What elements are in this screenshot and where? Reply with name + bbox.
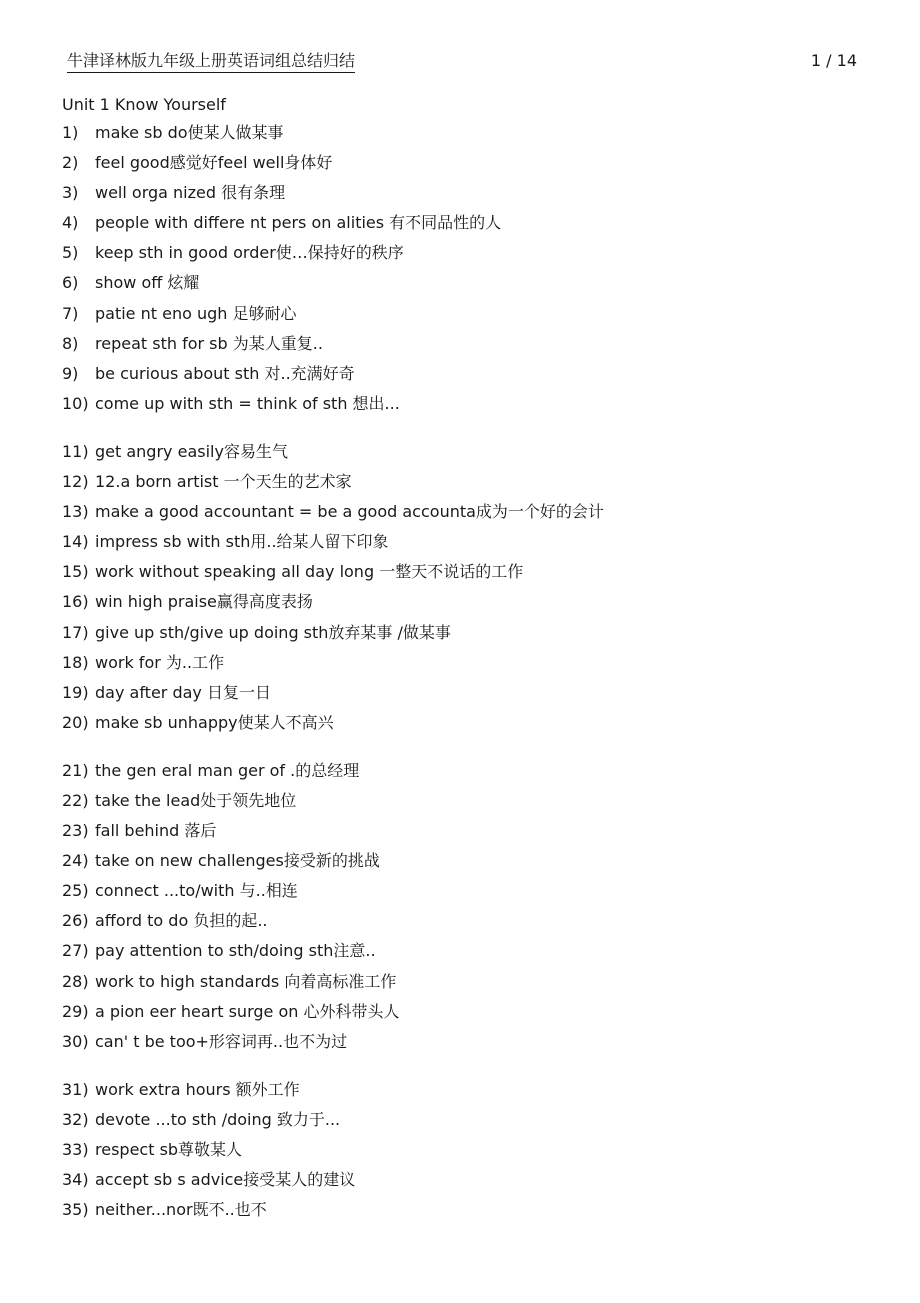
item-text: make a good accountant = be a good accounta成为一个好的会计	[95, 502, 604, 522]
item-number: 5)	[62, 243, 79, 263]
item-text: make sb unhappy使某人不高兴	[95, 712, 334, 732]
list-item	[62, 123, 862, 153]
list-item	[62, 213, 862, 243]
item-text: well orga nized 很有条理	[95, 183, 286, 203]
item-number: 20)	[62, 712, 89, 732]
item-number: 21)	[62, 760, 89, 780]
item-number: 35)	[62, 1200, 89, 1220]
list-item	[62, 243, 862, 273]
list-item	[62, 1002, 862, 1032]
list-item	[62, 364, 862, 394]
list-item	[62, 592, 862, 622]
item-text: accept sb s advice接受某人的建议	[95, 1170, 356, 1190]
item-number: 7)	[62, 303, 79, 323]
list-item	[62, 821, 862, 851]
item-number: 25)	[62, 881, 89, 901]
list-item	[62, 394, 862, 424]
list-item	[62, 472, 862, 502]
item-text: a pion eer heart surge on 心外科带头人	[95, 1001, 400, 1021]
item-number: 31)	[62, 1079, 89, 1099]
item-text: respect sb尊敬某人	[95, 1140, 243, 1159]
item-text: get angry easily容易生气	[95, 441, 288, 461]
list-item	[62, 442, 862, 472]
item-number: 33)	[62, 1140, 89, 1159]
item-number: 2)	[62, 153, 79, 173]
item-text: feel good感觉好feel well身体好	[95, 153, 333, 173]
item-number: 32)	[62, 1109, 89, 1129]
item-text: day after day 日复一日	[95, 682, 271, 702]
list-item	[62, 1080, 862, 1110]
item-number: 24)	[62, 851, 89, 871]
item-text: be curious about sth 对..充满好奇	[95, 363, 355, 383]
item-number: 8)	[62, 333, 79, 353]
item-text: afford to do 负担的起..	[95, 911, 268, 931]
item-text: can' t be too+形容词再..也不为过	[95, 1031, 348, 1051]
item-text: pay attention to sth/doing sth注意..	[95, 941, 376, 961]
list-item	[62, 911, 862, 941]
document-title: 牛津译林版九年级上册英语词组总结归结	[67, 51, 356, 70]
item-number: 1)	[62, 123, 79, 142]
list-item	[62, 851, 862, 881]
item-number: 12)	[62, 472, 89, 492]
list-item	[62, 972, 862, 1002]
list-item	[62, 304, 862, 334]
item-text: work for 为..工作	[95, 652, 225, 672]
list-item	[62, 273, 862, 303]
item-number: 6)	[62, 273, 79, 293]
item-text: impress sb with sth用..给某人留下印象	[95, 532, 389, 552]
item-number: 17)	[62, 622, 89, 642]
unit-heading: Unit 1 Know Yourself	[62, 95, 226, 114]
list-item	[62, 683, 862, 713]
list-item	[62, 334, 862, 364]
list-item	[62, 1110, 862, 1140]
item-text: win high praise赢得高度表扬	[95, 592, 313, 612]
item-number: 27)	[62, 941, 89, 961]
item-number: 15)	[62, 562, 89, 582]
list-item	[62, 1140, 862, 1170]
list-item	[62, 1032, 862, 1062]
item-number: 4)	[62, 213, 79, 233]
item-text: the gen eral man ger of .的总经理	[95, 760, 360, 780]
item-text: take on new challenges接受新的挑战	[95, 851, 380, 871]
list-item	[62, 1200, 862, 1230]
list-item	[62, 941, 862, 971]
item-number: 26)	[62, 911, 89, 931]
item-number: 13)	[62, 502, 89, 522]
item-number: 23)	[62, 821, 89, 841]
item-number: 3)	[62, 183, 79, 203]
list-item	[62, 713, 862, 743]
list-item	[62, 881, 862, 911]
list-item	[62, 183, 862, 213]
list-item	[62, 502, 862, 532]
item-number: 10)	[62, 393, 89, 413]
list-item	[62, 623, 862, 653]
item-number: 22)	[62, 790, 89, 810]
item-text: connect ...to/with 与..相连	[95, 881, 298, 901]
list-item	[62, 761, 862, 791]
list-item	[62, 653, 862, 683]
item-number: 28)	[62, 971, 89, 991]
item-text: come up with sth = think of sth 想出...	[95, 393, 400, 413]
item-text: people with differe nt pers on alities 有不同品性的人	[95, 213, 502, 233]
item-text: show off 炫耀	[95, 273, 200, 293]
item-text: give up sth/give up doing sth放弃某事 /做某事	[95, 622, 451, 642]
item-number: 34)	[62, 1170, 89, 1190]
item-text: fall behind 落后	[95, 821, 217, 841]
item-number: 19)	[62, 682, 89, 702]
phrase-list	[62, 123, 862, 1230]
list-item	[62, 153, 862, 183]
item-number: 29)	[62, 1001, 89, 1021]
item-text: patie nt eno ugh 足够耐心	[95, 303, 297, 323]
item-text: neither...nor既不..也不	[95, 1200, 267, 1220]
item-number: 16)	[62, 592, 89, 612]
item-number: 30)	[62, 1031, 89, 1051]
list-item	[62, 532, 862, 562]
item-text: make sb do使某人做某事	[95, 123, 284, 142]
phrase-group	[62, 1080, 862, 1230]
item-number: 11)	[62, 441, 89, 461]
item-number: 18)	[62, 652, 89, 672]
item-text: work to high standards 向着高标准工作	[95, 971, 397, 991]
phrase-group	[62, 761, 862, 1062]
page-number: 1 / 14	[810, 51, 857, 70]
item-text: devote ...to sth /doing 致力于...	[95, 1109, 341, 1129]
list-item	[62, 1170, 862, 1200]
list-item	[62, 791, 862, 821]
item-text: repeat sth for sb 为某人重复..	[95, 333, 323, 353]
item-text: 12.a born artist 一个天生的艺术家	[95, 472, 352, 492]
item-text: work extra hours 额外工作	[95, 1079, 300, 1099]
item-number: 9)	[62, 363, 79, 383]
phrase-group	[62, 123, 862, 424]
phrase-group	[62, 442, 862, 743]
item-text: take the lead处于领先地位	[95, 790, 297, 810]
list-item	[62, 562, 862, 592]
item-text: keep sth in good order使…保持好的秩序	[95, 243, 404, 263]
item-number: 14)	[62, 532, 89, 552]
item-text: work without speaking all day long 一整天不说话的工作	[95, 562, 524, 582]
